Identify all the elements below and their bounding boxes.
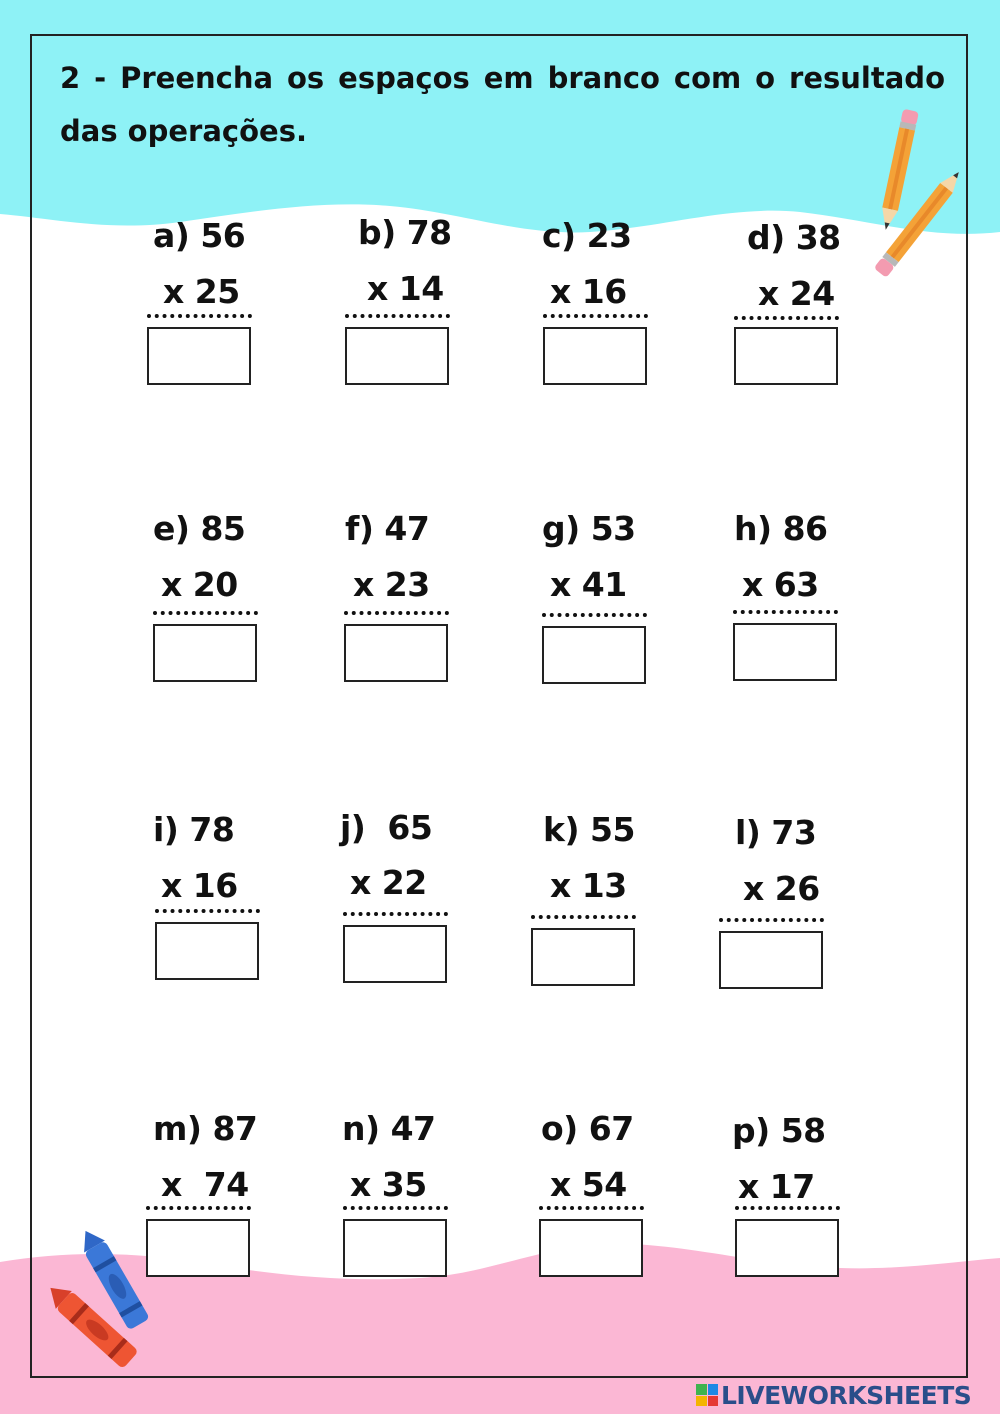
- answer-box[interactable]: [147, 327, 251, 385]
- dotted-line: [543, 314, 648, 318]
- answer-box[interactable]: [531, 928, 635, 986]
- crayon-icon: [40, 1278, 150, 1378]
- dotted-line: [345, 314, 450, 318]
- problem-multiplier: x 35: [350, 1165, 427, 1204]
- dotted-line: [343, 1206, 448, 1210]
- problem-label: h) 86: [734, 509, 828, 548]
- problem-label: k) 55: [543, 810, 635, 849]
- pencil-icon: [862, 170, 962, 295]
- problem-label: d) 38: [747, 218, 841, 257]
- dotted-line: [733, 610, 838, 614]
- problem-multiplier: x 41: [550, 565, 627, 604]
- answer-box[interactable]: [543, 327, 647, 385]
- dotted-line: [539, 1206, 644, 1210]
- problem-label: c) 23: [542, 216, 632, 255]
- dotted-line: [146, 1206, 251, 1210]
- dotted-line: [344, 611, 449, 615]
- answer-box[interactable]: [542, 626, 646, 684]
- problem-label: l) 73: [735, 813, 817, 852]
- problem-label: j) 65: [340, 808, 433, 847]
- answer-box[interactable]: [735, 1219, 839, 1277]
- liveworksheets-logo[interactable]: [696, 1380, 971, 1410]
- problem-multiplier: x 16: [161, 866, 238, 905]
- problem-label: e) 85: [153, 509, 246, 548]
- problem-multiplier: x 23: [353, 565, 430, 604]
- answer-box[interactable]: [345, 327, 449, 385]
- problem-label: p) 58: [732, 1111, 826, 1150]
- problem-multiplier: x 26: [743, 869, 820, 908]
- problem-multiplier: x 22: [350, 863, 427, 902]
- answer-box[interactable]: [153, 624, 257, 682]
- dotted-line: [153, 611, 258, 615]
- problem-label: g) 53: [542, 509, 636, 548]
- problem-label: m) 87: [153, 1109, 258, 1148]
- answer-box[interactable]: [734, 327, 838, 385]
- problem-multiplier: x 63: [742, 565, 819, 604]
- problem-multiplier: x 54: [550, 1165, 627, 1204]
- instruction-text: 2 - Preencha os espaços em branco com o resultado das operações.: [60, 61, 945, 148]
- problem-label: o) 67: [541, 1109, 634, 1148]
- dotted-line: [531, 915, 636, 919]
- answer-box[interactable]: [344, 624, 448, 682]
- problem-multiplier: x 74: [161, 1165, 249, 1204]
- problem-label: a) 56: [153, 216, 246, 255]
- problem-multiplier: x 20: [161, 565, 238, 604]
- dotted-line: [735, 1206, 840, 1210]
- problem-multiplier: x 14: [367, 269, 444, 308]
- problem-multiplier: x 16: [550, 272, 627, 311]
- dotted-line: [719, 918, 824, 922]
- logo-text: LIVEWORKSHEETS: [721, 1380, 972, 1410]
- problem-multiplier: x 17: [738, 1167, 815, 1206]
- answer-box[interactable]: [343, 925, 447, 983]
- dotted-line: [147, 314, 252, 318]
- dotted-line: [542, 613, 647, 617]
- answer-box[interactable]: [733, 623, 837, 681]
- problem-label: n) 47: [342, 1109, 436, 1148]
- answer-box[interactable]: [155, 922, 259, 980]
- dotted-line: [734, 316, 839, 320]
- problem-label: i) 78: [153, 810, 235, 849]
- problem-multiplier: x 25: [163, 272, 240, 311]
- answer-box[interactable]: [343, 1219, 447, 1277]
- dotted-line: [343, 912, 448, 916]
- problem-multiplier: x 24: [758, 274, 835, 313]
- answer-box[interactable]: [539, 1219, 643, 1277]
- answer-box[interactable]: [146, 1219, 250, 1277]
- dotted-line: [155, 909, 260, 913]
- problem-label: b) 78: [358, 213, 452, 252]
- problem-label: f) 47: [345, 509, 430, 548]
- answer-box[interactable]: [719, 931, 823, 989]
- logo-icon: [696, 1384, 718, 1406]
- problem-multiplier: x 13: [550, 866, 627, 905]
